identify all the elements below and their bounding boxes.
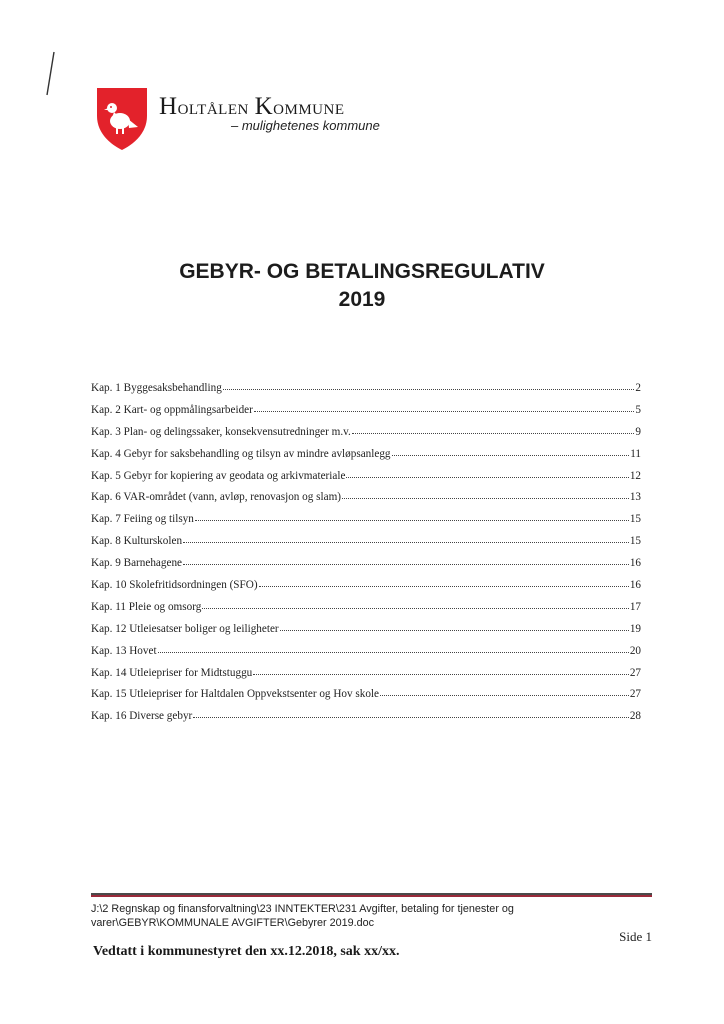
toc-entry (91, 513, 641, 535)
toc-entry (91, 382, 641, 404)
document-title-year: 2019 (338, 288, 386, 311)
toc-entry-label: Kap. 12 Utleiesatser boliger og leiligheter (91, 622, 279, 635)
toc-entry (91, 426, 641, 448)
document-title (0, 258, 724, 314)
toc-dot-leader (352, 432, 635, 434)
toc-entry-label: Kap. 8 Kulturskolen (91, 535, 183, 548)
toc-entry-label: Kap. 4 Gebyr for saksbehandling og tilsyn av mindre avløpsanlegg (91, 447, 391, 460)
table-of-contents (91, 382, 641, 732)
toc-entry-label: Kap. 14 Utleiepriser for Midtstuggu (91, 666, 253, 679)
toc-entry-page: 2 (635, 382, 641, 394)
toc-entry (91, 491, 641, 513)
toc-entry (91, 667, 641, 689)
toc-entry-page: 19 (629, 622, 641, 635)
toc-entry (91, 579, 641, 601)
page-number: Side 1 (619, 929, 652, 944)
toc-entry-label: Kap. 10 Skolefritidsordningen (SFO) (91, 579, 258, 592)
org-name-initial-1: H (159, 93, 178, 120)
toc-entry-page: 16 (629, 557, 641, 570)
toc-dot-leader (346, 476, 628, 478)
org-name-rest-2: ommune (273, 95, 345, 119)
toc-dot-leader (183, 541, 629, 543)
toc-entry-label: Kap. 3 Plan- og delingssaker, konsekvensutredninger m.v. (91, 425, 351, 438)
toc-entry-page: 13 (629, 491, 641, 504)
toc-entry-page: 15 (629, 513, 641, 526)
toc-entry-label: Kap. 5 Gebyr for kopiering av geodata og arkivmateriale (91, 469, 346, 482)
toc-entry-label: Kap. 7 Feiing og tilsyn (91, 513, 194, 526)
toc-entry-page: 11 (630, 447, 641, 460)
toc-entry-label: Kap. 6 VAR-området (vann, avløp, renovasjon og slam) (91, 491, 342, 504)
toc-entry-page: 12 (629, 469, 641, 482)
toc-entry (91, 688, 641, 710)
toc-entry (91, 404, 641, 426)
toc-dot-leader (254, 410, 635, 412)
org-name-rest-1: oltålen (177, 95, 249, 119)
toc-entry-label: Kap. 2 Kart- og oppmålingsarbeider (91, 403, 253, 416)
toc-entry-label: Kap. 9 Barnehagene (91, 557, 183, 570)
toc-entry-label: Kap. 11 Pleie og omsorg (91, 600, 202, 613)
organization-name (159, 93, 345, 121)
toc-dot-leader (342, 497, 629, 499)
toc-dot-leader (259, 585, 629, 587)
toc-dot-leader (195, 519, 629, 521)
toc-entry-page: 27 (629, 666, 641, 679)
toc-entry-page: 5 (635, 403, 641, 416)
toc-entry-page: 28 (629, 710, 641, 723)
approval-note: Vedtatt i kommunestyret den xx.12.2018, sak xx/xx. (93, 944, 400, 959)
toc-dot-leader (183, 563, 629, 565)
toc-dot-leader (158, 651, 629, 653)
toc-entry-label: Kap. 1 Byggesaksbehandling (91, 382, 222, 394)
toc-entry-page: 9 (635, 425, 641, 438)
org-name-initial-2: K (254, 93, 274, 120)
toc-entry-page: 17 (629, 600, 641, 613)
document-title-line-1: GEBYR- OG BETALINGSREGULATIV (179, 260, 545, 283)
toc-dot-leader (392, 454, 630, 456)
toc-entry (91, 601, 641, 623)
toc-entry-page: 20 (629, 644, 641, 657)
toc-dot-leader (202, 607, 629, 609)
toc-entry (91, 645, 641, 667)
toc-dot-leader (380, 694, 629, 696)
toc-entry (91, 535, 641, 557)
toc-entry-page: 16 (629, 579, 641, 592)
toc-dot-leader (280, 629, 629, 631)
toc-dot-leader (253, 673, 629, 675)
toc-dot-leader (223, 388, 635, 390)
toc-entry (91, 470, 641, 492)
toc-entry-label: Kap. 13 Hovet (91, 644, 157, 657)
toc-entry-page: 15 (629, 535, 641, 548)
toc-entry-label: Kap. 15 Utleiepriser for Haltdalen Oppvekstsenter og Hov skole (91, 688, 380, 701)
toc-dot-leader (193, 716, 629, 718)
footer-file-path (91, 902, 571, 930)
toc-entry-page: 27 (629, 688, 641, 701)
coat-of-arms-logo (94, 86, 150, 152)
footer-divider-accent (91, 895, 652, 897)
toc-entry-label: Kap. 16 Diverse gebyr (91, 710, 193, 723)
toc-entry (91, 623, 641, 645)
organization-tagline: – mulighetenes kommune (231, 118, 380, 133)
toc-entry (91, 710, 641, 732)
toc-entry (91, 448, 641, 470)
pen-mark (44, 50, 56, 98)
toc-entry (91, 557, 641, 579)
footer-file-path-line-2: varer\GEBYR\KOMMUNALE AVGIFTER\Gebyrer 2019.doc (91, 917, 375, 929)
footer-file-path-line-1: J:\2 Regnskap og finansforvaltning\23 INNTEKTER\231 Avgifter, betaling for tjenester og (91, 903, 514, 915)
